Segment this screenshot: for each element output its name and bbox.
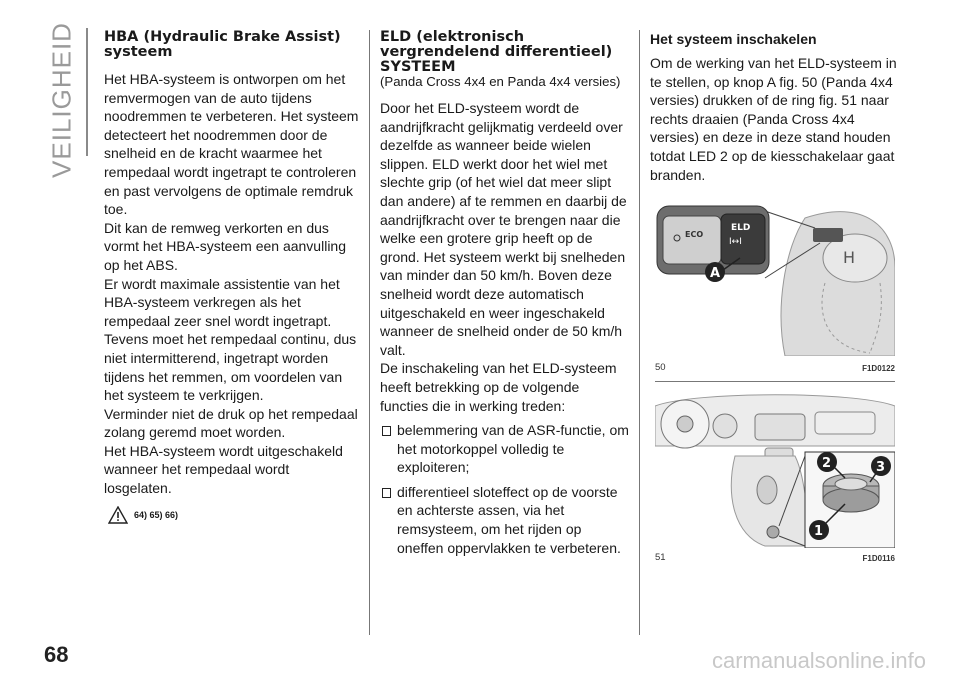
eld-button-illustration bbox=[655, 188, 895, 356]
callout-a: A bbox=[710, 266, 721, 281]
eld-subtitle: (Panda Cross 4x4 en Panda 4x4 versies) bbox=[380, 74, 621, 89]
list-item: differentieel sloteffect op de voorste en achterste assen, via het remsysteem, om het rijden op oneffen oppervlakken te verbeteren. bbox=[380, 483, 630, 557]
figure-code: F1D0116 bbox=[862, 554, 895, 563]
checkbox-bullet-icon bbox=[382, 488, 391, 498]
hba-paragraph: Het HBA-systeem wordt uitgeschakeld wanneer het rempedaal wordt losgelaten. bbox=[104, 442, 343, 497]
checkbox-bullet-icon bbox=[382, 426, 391, 436]
figure-50 bbox=[655, 188, 895, 378]
hba-paragraph: Verminder niet de druk op het rempedaal zolang geremd moet worden. bbox=[104, 405, 358, 441]
svg-text:I↔I: I↔I bbox=[729, 237, 742, 247]
figure-code: F1D0122 bbox=[862, 364, 895, 373]
hba-paragraph: Dit kan de remweg verkorten en dus vormt het HBA-systeem een aanvulling op het ABS. bbox=[104, 219, 346, 273]
callout-1: 1 bbox=[814, 524, 824, 539]
section-label: VEILIGHEID bbox=[46, 22, 77, 178]
page-number: 68 bbox=[44, 642, 69, 667]
list-item: belemmering van de ASR-functie, om het motorkoppel volledig te exploiteren; bbox=[380, 421, 630, 477]
column-divider bbox=[369, 30, 370, 635]
hba-paragraph: Het HBA-systeem is ontworpen om het remvermogen van de auto tijdens noodremmen te verbeteren. Het systeem detecteert het noodremmen door de snelheid en de kracht waarmee het rempedaal wordt ingetrapt te controleren en past vervolgens de optimale remdruk toe. bbox=[104, 71, 359, 218]
figure-divider bbox=[655, 381, 895, 382]
dashboard-ring-illustration bbox=[655, 386, 895, 548]
hba-paragraph: Tevens moet het rempedaal continu, dus niet intermitterend, ingetrapt worden tijdens het remmen, om voordelen van het systeem te verkrijgen. bbox=[104, 331, 357, 404]
eld-title: ELD (elektronisch vergrendelend differentieel) SYSTEEM bbox=[380, 29, 613, 75]
activation-paragraph: Om de werking van het ELD-systeem in te stellen, op knop A fig. 50 (Panda 4x4 versies) drukken of de ring fig. 51 naar rechts draaien (Panda Cross 4x4 versies) en deze in deze stand houden totdat LED 2 op de kiesschakelaar gaat branden. bbox=[650, 55, 897, 183]
callout-2: 2 bbox=[822, 456, 832, 471]
figure-51 bbox=[655, 386, 895, 576]
eld-paragraph: De inschakeling van het ELD-systeem heeft betrekking op de volgende functies die in werking treden: bbox=[380, 360, 617, 414]
eld-label: ELD bbox=[731, 223, 751, 233]
watermark: carmanualsonline.info bbox=[711, 648, 926, 673]
column-divider bbox=[639, 30, 640, 635]
figure-number: 51 bbox=[655, 552, 666, 563]
callout-3: 3 bbox=[876, 460, 886, 475]
svg-text:H: H bbox=[843, 248, 856, 267]
section-rule bbox=[86, 28, 88, 156]
hba-paragraph: Er wordt maximale assistentie van het HBA-systeem verkregen als het rempedaal zeer snel wordt ingetrapt. bbox=[104, 275, 340, 329]
activation-column bbox=[650, 30, 900, 184]
hba-column bbox=[104, 30, 360, 524]
hba-title: HBA (Hydraulic Brake Assist) systeem bbox=[104, 29, 341, 60]
eco-label: ECO bbox=[685, 230, 704, 239]
warning-icon bbox=[108, 506, 128, 524]
warning-reference bbox=[104, 506, 360, 524]
eld-column bbox=[380, 30, 630, 557]
eld-paragraph: Door het ELD-systeem wordt de aandrijfkracht gelijkmatig verdeeld over dezelfde as wanneer beide wielen slippen. ELD werkt door het wiel met slechte grip (of het wiel dat meer slipt dan andere) af te remmen en daarbij de aandrijfkracht over te brengen naar die welke een grotere grip heeft op de grond. Het systeem werkt bij snelheden van minder dan 50 km/h. Boven deze snelheid wordt deze automatisch uitgeschakeld en weer ingeschakeld wanneer de snelheid onder de 50 km/h valt. bbox=[380, 100, 627, 358]
warning-refs: 64) 65) 66) bbox=[134, 509, 179, 520]
activation-heading: Het systeem inschakelen bbox=[650, 31, 817, 47]
figure-number: 50 bbox=[655, 362, 666, 373]
